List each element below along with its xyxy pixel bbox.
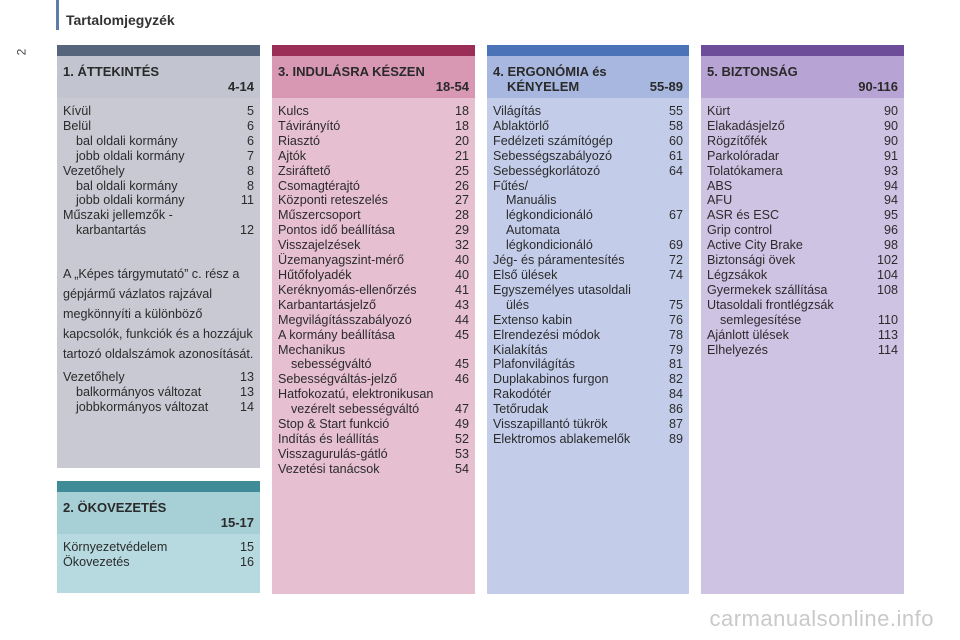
section-getting-started <box>272 45 475 594</box>
toc-entry-title: Kialakítás <box>493 342 548 357</box>
toc-entry[interactable] <box>493 119 683 134</box>
section-safety <box>701 45 904 594</box>
toc-entry-title: Ajtók <box>278 148 306 163</box>
toc-entry-page: 94 <box>883 193 898 208</box>
toc-entry[interactable] <box>63 193 254 208</box>
section-page-range: 15-17 <box>220 515 254 530</box>
toc-entry-title: vezérelt sebességváltó <box>291 402 420 417</box>
toc-entry-title: Egyszemélyes utasoldali <box>493 282 631 297</box>
toc-entry-title: Pontos idő beállítása <box>278 223 395 238</box>
toc-entry-page: 90 <box>883 118 898 133</box>
toc-entry-title: légkondicionáló <box>506 238 593 253</box>
toc-entry-page: 45 <box>454 327 469 342</box>
toc-entry[interactable] <box>63 179 254 194</box>
toc-entry-page: 91 <box>883 148 898 163</box>
section-page-range: 18-54 <box>435 79 469 94</box>
section-page-range: 90-116 <box>858 79 898 94</box>
toc-list <box>63 540 254 570</box>
toc-entry-title: Automata <box>506 223 560 238</box>
toc-entry-page: 40 <box>454 253 469 268</box>
section-title[interactable]: 5. BIZTONSÁG <box>707 64 798 79</box>
section-header <box>57 56 260 98</box>
toc-entry-page: 114 <box>877 342 898 357</box>
toc-entry[interactable] <box>278 149 469 164</box>
toc-entry-title: Fűtés/ <box>493 178 528 193</box>
toc-entry-title: Vezetőhely <box>63 370 125 385</box>
toc-entry-page: 8 <box>246 163 254 178</box>
toc-entry[interactable] <box>278 357 469 372</box>
toc-entry-page: 40 <box>454 267 469 282</box>
toc-entry-page: 6 <box>246 133 254 148</box>
toc-entry-page: 90 <box>883 133 898 148</box>
toc-entry[interactable] <box>493 104 683 119</box>
toc-entry-title: Vezetési tanácsok <box>278 461 380 476</box>
toc-entry[interactable] <box>493 343 683 358</box>
toc-entry-page: 8 <box>246 178 254 193</box>
toc-entry-page: 87 <box>668 417 683 432</box>
toc-entry-title: Kürt <box>707 104 731 118</box>
toc-entry-page: 52 <box>454 431 469 446</box>
toc-entry-page: 108 <box>876 282 898 297</box>
toc-entry[interactable] <box>278 283 469 298</box>
toc-entry[interactable] <box>278 164 469 179</box>
section-body <box>701 98 904 594</box>
toc-entry-page: 54 <box>454 461 469 476</box>
toc-entry[interactable] <box>278 328 469 343</box>
toc-entry-title: Elektromos ablakemelők <box>493 431 631 446</box>
toc-entry-title: Kulcs <box>278 104 309 118</box>
toc-entry-title: Megvilágításszabályozó <box>278 312 412 327</box>
toc-entry-title: ABS <box>707 178 733 193</box>
section-page-range: 4-14 <box>227 79 254 94</box>
toc-entry-title: légkondicionáló <box>506 208 593 223</box>
toc-entry-page: 18 <box>454 118 469 133</box>
toc-entry-title: balkormányos változat <box>76 385 202 400</box>
toc-entry-page: 98 <box>883 238 898 253</box>
section-color-bar <box>57 481 260 492</box>
toc-entry-title: Elakadásjelző <box>707 118 785 133</box>
toc-entry[interactable] <box>278 462 469 477</box>
toc-entry-page: 28 <box>454 208 469 223</box>
toc-entry-title: Utasoldali frontlégzsák <box>707 297 834 312</box>
section-page-range: 55-89 <box>649 79 683 94</box>
toc-entry-title: Központi reteszelés <box>278 193 388 208</box>
toc-entry[interactable] <box>707 223 898 238</box>
toc-entry-title: semlegesítése <box>720 312 802 327</box>
section-header <box>57 492 260 534</box>
toc-entry[interactable] <box>278 253 469 268</box>
toc-entry[interactable] <box>63 400 254 415</box>
toc-entry-page: 61 <box>668 148 683 163</box>
toc-entry-title: Visszajelzések <box>278 238 361 253</box>
toc-list <box>493 104 683 447</box>
toc-entry[interactable] <box>493 149 683 164</box>
toc-entry-page: 20 <box>454 133 469 148</box>
toc-entry-title: Világítás <box>493 104 542 118</box>
toc-entry-title: Környezetvédelem <box>63 540 168 554</box>
toc-entry[interactable] <box>707 298 898 313</box>
picture-index-note: A „Képes tárgymutató” c. rész a gépjármű vázlatos rajzával megkönnyíti a különböző kapcsolók, funkciók és a hozzájuk tartozó oldalszámok azonosítását. <box>63 267 254 362</box>
toc-entry-title: Elrendezési módok <box>493 327 601 342</box>
section-overview <box>57 45 260 468</box>
toc-entry-title: Manuális <box>506 193 557 208</box>
toc-entry-page: 64 <box>668 163 683 178</box>
toc-entry-title: Fedélzeti számítógép <box>493 133 613 148</box>
section-eco-driving <box>57 481 260 593</box>
toc-entry-page: 110 <box>877 312 898 327</box>
toc-entry-page: 89 <box>668 431 683 446</box>
toc-entry[interactable] <box>278 372 469 387</box>
section-title-line2[interactable]: KÉNYELEM <box>507 79 580 94</box>
toc-entry[interactable] <box>493 283 683 298</box>
toc-entry[interactable] <box>63 555 254 570</box>
toc-entry-title: ASR és ESC <box>707 208 780 223</box>
toc-entry-page: 47 <box>454 402 469 417</box>
toc-entry-title: bal oldali kormány <box>76 133 178 148</box>
toc-entry-page: 58 <box>668 118 683 133</box>
toc-entry-page: 78 <box>668 327 683 342</box>
toc-entry-page: 15 <box>239 540 254 554</box>
toc-entry-page: 43 <box>454 297 469 312</box>
toc-entry-page: 67 <box>668 208 683 223</box>
toc-entry-page: 49 <box>454 417 469 432</box>
toc-entry[interactable] <box>63 208 254 223</box>
toc-entry-page: 13 <box>239 385 254 400</box>
toc-entry-title: Hatfokozatú, elektronikusan <box>278 387 434 402</box>
toc-entry[interactable] <box>278 313 469 328</box>
toc-entry[interactable] <box>707 313 898 328</box>
toc-entry-page: 94 <box>883 178 898 193</box>
section-color-bar <box>701 45 904 56</box>
toc-entry-page: 95 <box>883 208 898 223</box>
toc-entry-page: 102 <box>876 253 898 268</box>
toc-entry-title: Jég- és páramentesítés <box>493 253 625 268</box>
toc-entry[interactable] <box>707 268 898 283</box>
toc-entry[interactable] <box>707 328 898 343</box>
toc-entry[interactable] <box>63 119 254 134</box>
toc-entry[interactable] <box>493 253 683 268</box>
toc-entry-page: 16 <box>239 554 254 569</box>
toc-entry-page: 79 <box>668 342 683 357</box>
toc-entry[interactable] <box>278 208 469 223</box>
toc-entry-page: 46 <box>454 372 469 387</box>
section-body <box>57 98 260 468</box>
toc-entry[interactable] <box>707 119 898 134</box>
toc-list <box>707 104 898 357</box>
toc-entry-title: jobb oldali kormány <box>76 193 185 208</box>
toc-entry-title: sebességváltó <box>291 357 372 372</box>
toc-entry-page: 75 <box>668 297 683 312</box>
toc-entry-title: Indítás és leállítás <box>278 431 379 446</box>
toc-entry-page: 104 <box>876 267 898 282</box>
toc-entry-title: Grip control <box>707 223 773 238</box>
toc-entry[interactable] <box>493 298 683 313</box>
toc-entry[interactable] <box>278 268 469 283</box>
toc-entry[interactable] <box>63 370 254 385</box>
toc-entry-title: Visszapillantó tükrök <box>493 417 608 432</box>
toc-entry-page: 41 <box>454 282 469 297</box>
toc-entry-page: 84 <box>668 387 683 402</box>
section-header <box>487 56 689 98</box>
toc-list <box>278 104 469 477</box>
toc-entry-page: 55 <box>668 104 683 118</box>
section-color-bar <box>57 45 260 56</box>
toc-entry-title: Gyermekek szállítása <box>707 282 828 297</box>
toc-list <box>63 370 254 415</box>
toc-entry-title: Plafonvilágítás <box>493 357 575 372</box>
toc-entry[interactable] <box>493 402 683 417</box>
section-body <box>272 98 475 594</box>
toc-entry-page: 11 <box>240 193 254 208</box>
toc-entry-title: Tetőrudak <box>493 402 549 417</box>
toc-entry-page: 18 <box>454 104 469 118</box>
toc-entry[interactable] <box>493 387 683 402</box>
toc-entry-page: 13 <box>239 370 254 385</box>
toc-entry[interactable] <box>707 283 898 298</box>
toc-entry-page: 5 <box>246 104 254 118</box>
toc-entry-page: 29 <box>454 223 469 238</box>
toc-entry[interactable] <box>707 208 898 223</box>
page-title: Tartalomjegyzék <box>66 12 175 28</box>
toc-entry[interactable] <box>707 164 898 179</box>
toc-entry[interactable] <box>278 238 469 253</box>
toc-entry-page: 69 <box>668 238 683 253</box>
toc-entry-title: Ablaktörlő <box>493 118 550 133</box>
toc-entry-page: 32 <box>454 238 469 253</box>
toc-entry[interactable] <box>493 328 683 343</box>
section-color-bar <box>272 45 475 56</box>
toc-entry-title: ülés <box>506 297 530 312</box>
section-ergonomics <box>487 45 689 594</box>
toc-entry[interactable] <box>278 179 469 194</box>
section-header <box>701 56 904 98</box>
toc-entry-title: Parkolóradar <box>707 148 780 163</box>
section-title[interactable]: 4. ERGONÓMIA és <box>493 64 607 79</box>
toc-entry-title: A kormány beállítása <box>278 327 395 342</box>
toc-entry-title: karbantartás <box>76 223 147 238</box>
toc-entry-page: 113 <box>877 327 898 342</box>
toc-entry-page: 7 <box>246 148 254 163</box>
toc-entry-title: Elhelyezés <box>707 342 768 357</box>
toc-entry-page: 93 <box>883 163 898 178</box>
toc-entry[interactable] <box>707 149 898 164</box>
toc-entry[interactable] <box>493 357 683 372</box>
toc-entry[interactable] <box>493 238 683 253</box>
section-title[interactable]: 2. ÖKOVEZETÉS <box>63 500 167 515</box>
toc-entry-page: 44 <box>454 312 469 327</box>
toc-entry-title: jobb oldali kormány <box>76 148 185 163</box>
toc-entry-title: Zsiráftető <box>278 163 331 178</box>
toc-entry-page: 25 <box>454 163 469 178</box>
toc-entry-title: Visszagurulás-gátló <box>278 446 388 461</box>
toc-entry[interactable] <box>707 253 898 268</box>
section-header <box>272 56 475 98</box>
toc-entry[interactable] <box>63 385 254 400</box>
toc-entry[interactable] <box>707 134 898 149</box>
toc-entry[interactable] <box>278 447 469 462</box>
toc-entry-page: 82 <box>668 372 683 387</box>
toc-entry-page: 81 <box>668 357 683 372</box>
toc-entry-title: Távirányító <box>278 118 341 133</box>
toc-entry-title: Első ülések <box>493 267 558 282</box>
page-number: 2 <box>14 48 29 56</box>
section-title[interactable]: 3. INDULÁSRA KÉSZEN <box>278 64 425 79</box>
toc-entry[interactable] <box>63 164 254 179</box>
toc-entry-title: Keréknyomás-ellenőrzés <box>278 282 417 297</box>
toc-entry-title: jobbkormányos változat <box>76 399 209 414</box>
toc-entry-page: 14 <box>239 399 254 414</box>
toc-entry[interactable] <box>278 298 469 313</box>
toc-entry[interactable] <box>63 134 254 149</box>
toc-entry[interactable] <box>278 193 469 208</box>
toc-entry[interactable] <box>278 104 469 119</box>
toc-entry-page: 12 <box>239 223 254 238</box>
toc-entry[interactable] <box>278 223 469 238</box>
toc-entry-title: Tolatókamera <box>707 163 783 178</box>
toc-entry[interactable] <box>707 193 898 208</box>
toc-entry-title: Légzsákok <box>707 267 768 282</box>
toc-entry-page: 86 <box>668 402 683 417</box>
toc-entry-title: bal oldali kormány <box>76 178 178 193</box>
toc-entry-title: Műszercsoport <box>278 208 361 223</box>
toc-entry-title: Ökovezetés <box>63 554 130 569</box>
toc-entry-page: 76 <box>668 312 683 327</box>
toc-entry[interactable] <box>493 372 683 387</box>
toc-entry[interactable] <box>63 104 254 119</box>
toc-entry-title: Kívül <box>63 104 91 118</box>
toc-list <box>63 104 254 238</box>
toc-entry-page: 53 <box>454 446 469 461</box>
toc-entry-page: 21 <box>454 148 469 163</box>
toc-entry-title: Duplakabinos furgon <box>493 372 609 387</box>
toc-entry[interactable] <box>493 208 683 223</box>
toc-entry[interactable] <box>493 193 683 208</box>
toc-entry[interactable] <box>707 238 898 253</box>
section-body <box>487 98 689 594</box>
toc-entry-title: Csomagtérajtó <box>278 178 360 193</box>
toc-entry[interactable] <box>493 313 683 328</box>
toc-entry[interactable] <box>493 223 683 238</box>
toc-entry-title: Hűtőfolyadék <box>278 267 352 282</box>
toc-entry[interactable] <box>493 268 683 283</box>
toc-entry[interactable] <box>278 119 469 134</box>
toc-entry[interactable] <box>278 387 469 402</box>
toc-entry-title: Műszaki jellemzők - <box>63 208 173 223</box>
toc-entry[interactable] <box>278 432 469 447</box>
toc-entry-page: 72 <box>668 253 683 268</box>
toc-entry-page: 26 <box>454 178 469 193</box>
toc-entry[interactable] <box>63 223 254 238</box>
toc-entry-title: Biztonsági övek <box>707 253 796 268</box>
toc-entry-title: Ajánlott ülések <box>707 327 789 342</box>
watermark: carmanualsonline.info <box>709 606 934 631</box>
toc-entry-title: Mechanikus <box>278 342 346 357</box>
toc-entry-page: 90 <box>883 104 898 118</box>
toc-entry[interactable] <box>278 134 469 149</box>
toc-entry[interactable] <box>707 104 898 119</box>
toc-entry-title: Rögzítőfék <box>707 133 768 148</box>
toc-entry-page: 27 <box>454 193 469 208</box>
section-color-bar <box>487 45 689 56</box>
toc-entry-title: Karbantartásjelző <box>278 297 377 312</box>
toc-entry[interactable] <box>278 343 469 358</box>
toc-entry[interactable] <box>493 417 683 432</box>
toc-entry[interactable] <box>63 149 254 164</box>
section-body <box>57 534 260 593</box>
toc-entry-title: AFU <box>707 193 733 208</box>
toc-entry-page: 96 <box>883 223 898 238</box>
toc-entry-title: Stop & Start funkció <box>278 417 390 432</box>
toc-entry-title: Vezetőhely <box>63 163 125 178</box>
toc-entry-title: Sebességváltás-jelző <box>278 372 398 387</box>
toc-entry[interactable] <box>493 179 683 194</box>
toc-entry[interactable] <box>707 179 898 194</box>
header-accent-rule <box>56 0 59 30</box>
toc-entry-title: Sebességszabályozó <box>493 148 613 163</box>
toc-entry-title: Belül <box>63 118 92 133</box>
toc-entry-title: Sebességkorlátozó <box>493 163 601 178</box>
section-title[interactable]: 1. ÁTTEKINTÉS <box>63 64 160 79</box>
toc-entry-title: Extenso kabin <box>493 312 573 327</box>
toc-entry[interactable] <box>493 432 683 447</box>
toc-entry[interactable] <box>493 134 683 149</box>
toc-entry-title: Riasztó <box>278 133 320 148</box>
toc-entry[interactable] <box>493 164 683 179</box>
toc-entry-page: 45 <box>454 357 469 372</box>
toc-entry[interactable] <box>63 540 254 555</box>
toc-entry-page: 60 <box>668 133 683 148</box>
toc-entry[interactable] <box>707 343 898 358</box>
toc-entry-page: 74 <box>668 267 683 282</box>
toc-entry-title: Üzemanyagszint-mérő <box>278 253 404 268</box>
toc-entry-page: 6 <box>246 118 254 133</box>
toc-entry-title: Active City Brake <box>707 238 803 253</box>
toc-entry[interactable] <box>278 417 469 432</box>
toc-entry-title: Rakodótér <box>493 387 552 402</box>
toc-entry[interactable] <box>278 402 469 417</box>
